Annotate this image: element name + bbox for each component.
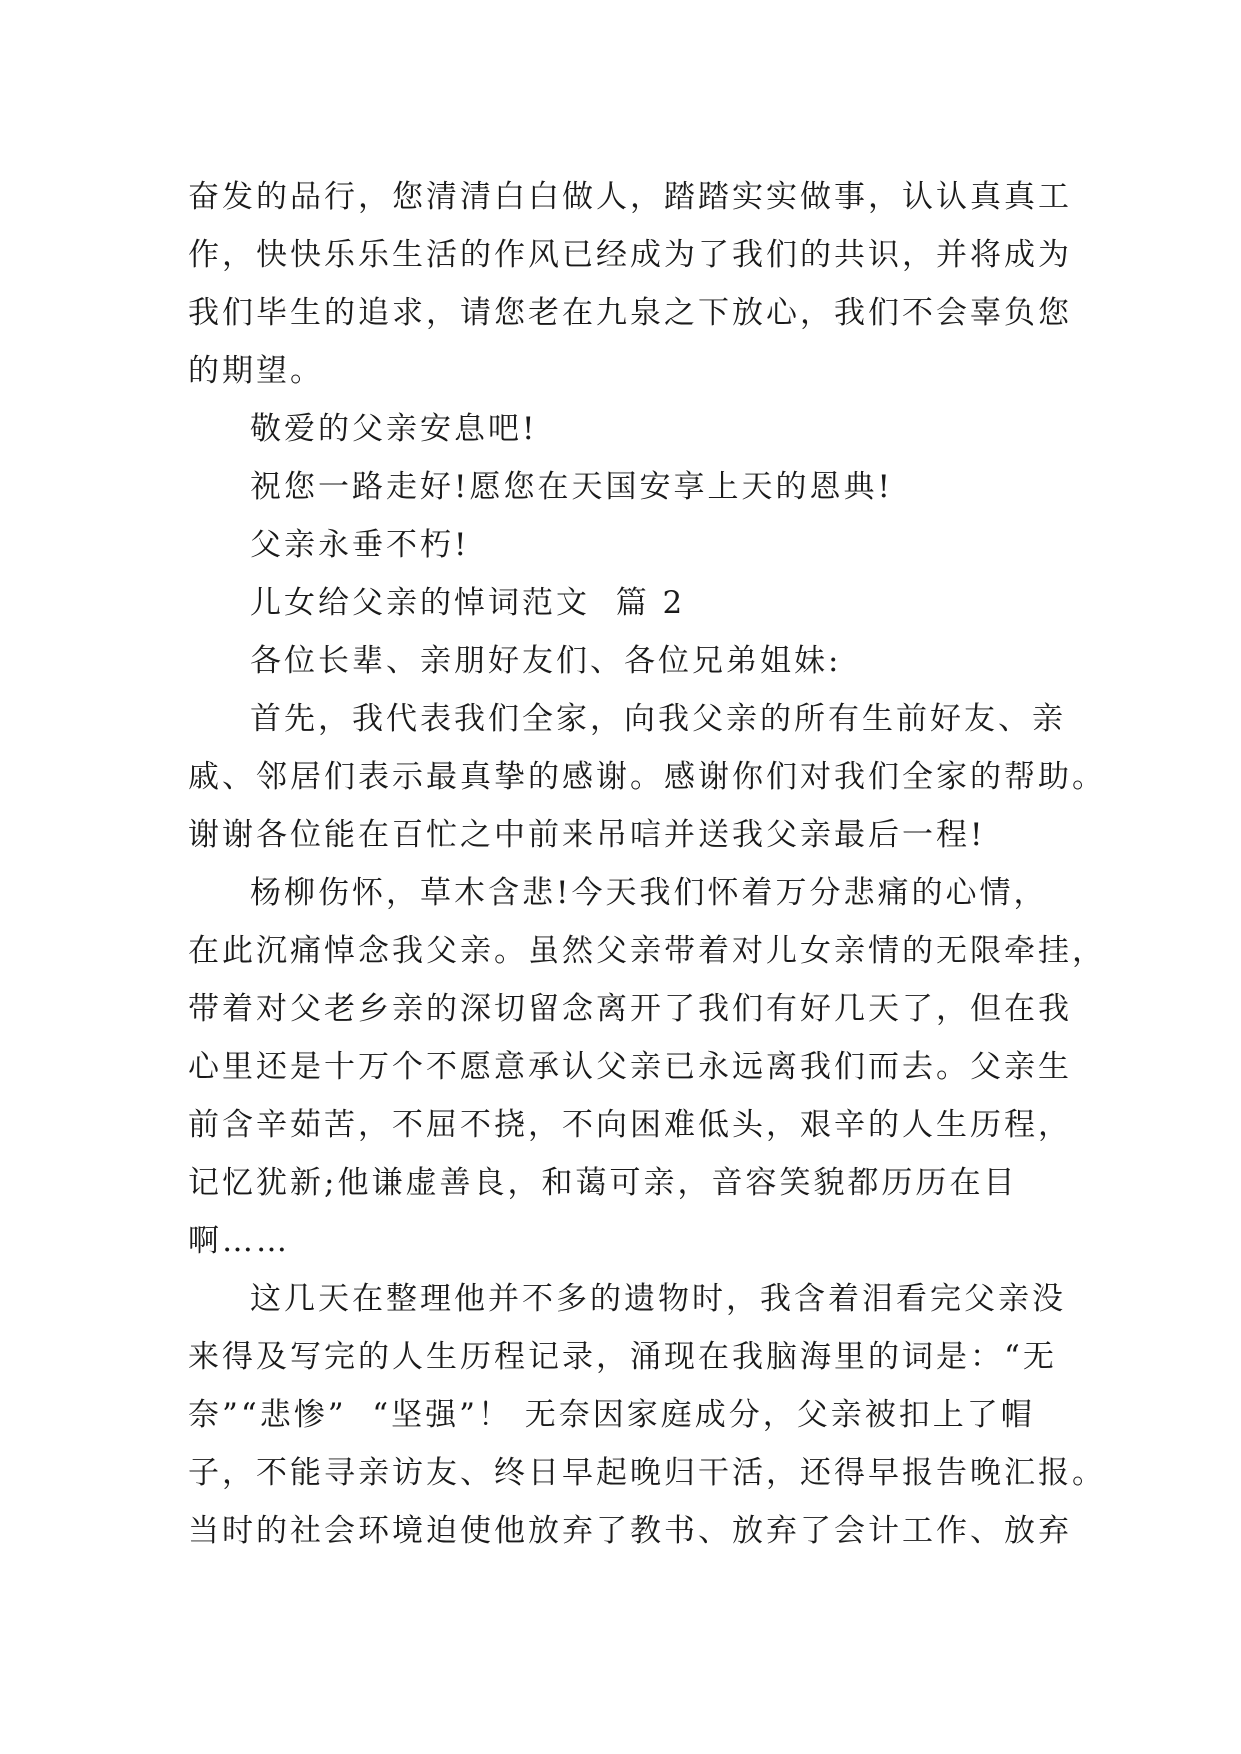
text-line: 杨柳伤怀，草木含悲!今天我们怀着万分悲痛的心情， bbox=[250, 875, 1048, 911]
text-line: 子，不能寻亲访友、终日早起晚归干活，还得早报告晚汇报。 bbox=[188, 1455, 1106, 1491]
text-line: 作，快快乐乐生活的作风已经成为了我们的共识，并将成为 bbox=[188, 237, 1072, 273]
section-heading bbox=[188, 574, 1068, 632]
paragraph-mourning bbox=[188, 864, 1106, 1270]
text-line: 啊…… bbox=[188, 1223, 290, 1259]
text-line: 父亲永垂不朽! bbox=[250, 527, 470, 563]
text-line: 的期望。 bbox=[188, 353, 324, 389]
text-line: 我们毕生的追求，请您老在九泉之下放心，我们不会辜负您 bbox=[188, 295, 1072, 331]
text-line: 戚、邻居们表示最真挚的感谢。感谢你们对我们全家的帮助。 bbox=[188, 759, 1106, 795]
text-line: 儿女给父亲的悼词范文 篇 2 bbox=[250, 585, 686, 621]
text-line: 敬爱的父亲安息吧! bbox=[250, 411, 538, 447]
text-line: 记忆犹新;他谦虚善良，和蔼可亲，音容笑貌都历历在目 bbox=[188, 1165, 1018, 1201]
text-line: 祝您一路走好!愿您在天国安享上天的恩典! bbox=[250, 469, 893, 505]
paragraph-thanks bbox=[188, 690, 1106, 864]
paragraph-continuation bbox=[188, 168, 1072, 400]
paragraph-blessing bbox=[188, 458, 1068, 516]
text-line: 奋发的品行，您清清白白做人，踏踏实实做事，认认真真工 bbox=[188, 179, 1072, 215]
document-body bbox=[188, 168, 1106, 1560]
text-line: 当时的社会环境迫使他放弃了教书、放弃了会计工作、放弃 bbox=[188, 1513, 1072, 1549]
text-line: 来得及写完的人生历程记录，涌现在我脑海里的词是：“无 bbox=[188, 1339, 1057, 1375]
text-line: 首先，我代表我们全家，向我父亲的所有生前好友、亲 bbox=[250, 701, 1066, 737]
text-line: 谢谢各位能在百忙之中前来吊唁并送我父亲最后一程! bbox=[188, 817, 986, 853]
text-line: 前含辛茹苦，不屈不挠，不向困难低头，艰辛的人生历程， bbox=[188, 1107, 1072, 1143]
paragraph-farewell bbox=[188, 400, 1068, 458]
text-line: 奈”“悲惨” “坚强”！ 无奈因家庭成分，父亲被扣上了帽 bbox=[188, 1397, 1035, 1433]
text-line: 这几天在整理他并不多的遗物时，我含着泪看完父亲没 bbox=[250, 1281, 1066, 1317]
text-line: 各位长辈、亲朋好友们、各位兄弟姐妹: bbox=[250, 643, 842, 679]
text-line: 在此沉痛悼念我父亲。虽然父亲带着对儿女亲情的无限牵挂， bbox=[188, 933, 1106, 969]
paragraph-memories bbox=[188, 1270, 1106, 1560]
salutation bbox=[188, 632, 1068, 690]
text-line: 心里还是十万个不愿意承认父亲已永远离我们而去。父亲生 bbox=[188, 1049, 1072, 1085]
paragraph-tribute bbox=[188, 516, 1068, 574]
text-line: 带着对父老乡亲的深切留念离开了我们有好几天了，但在我 bbox=[188, 991, 1072, 1027]
